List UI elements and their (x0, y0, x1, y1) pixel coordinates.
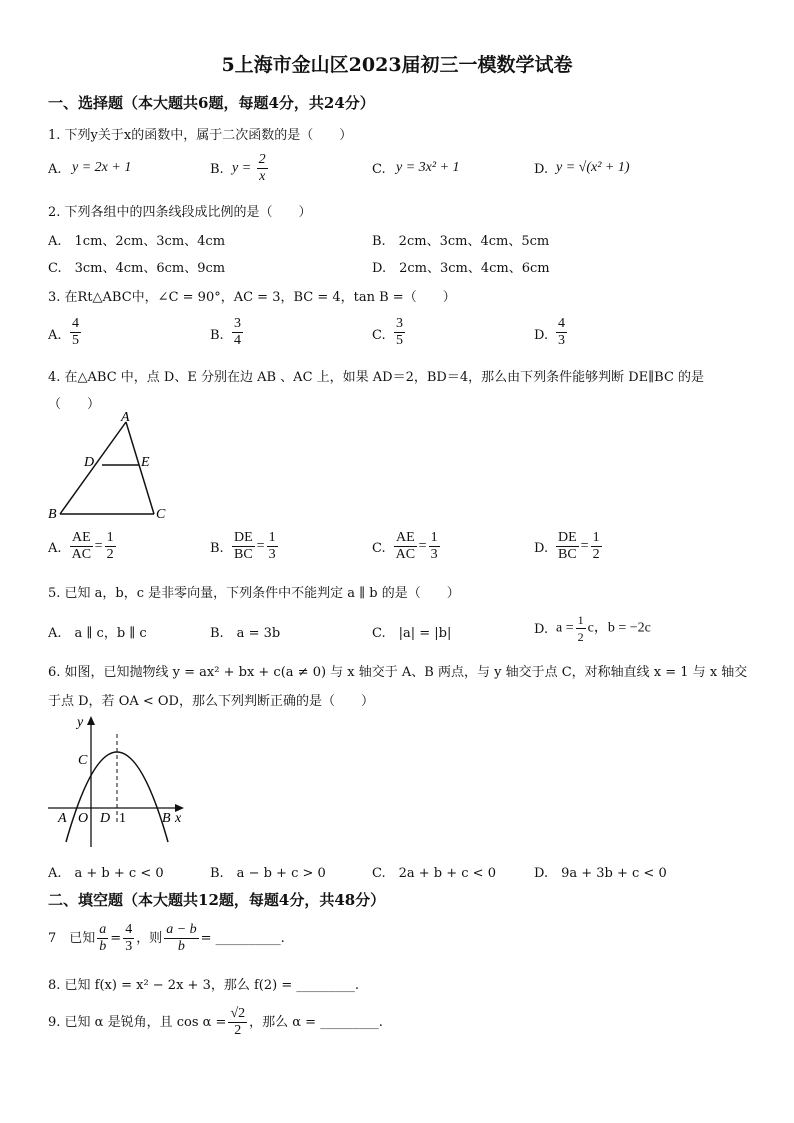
q1-option-d-label: D. (534, 162, 549, 177)
label-b: B (162, 811, 171, 826)
q9-den: 2 (234, 1023, 242, 1038)
q1-option-b (232, 152, 270, 185)
q5-option-d-label: D. (534, 622, 549, 637)
q1-b-denominator: x (259, 169, 266, 184)
q3-option-d-label: D. (534, 328, 549, 343)
q4-c-num: AE (396, 530, 415, 545)
label-a: A (58, 811, 67, 826)
q3-d-den: 3 (558, 333, 565, 348)
q3-b-num: 3 (234, 316, 241, 331)
q7-n3: a − b (166, 922, 197, 937)
q4-d-rden: 2 (592, 547, 600, 562)
q9-num: √2 (230, 1006, 246, 1021)
question-8: 8. 已知 f(x) = x² − 2x + 3，那么 f(2) = _________. (48, 978, 359, 993)
question-5-stem: 5. 已知 a，b，c 是非零向量，下列条件中不能判定 a ∥ b 的是（ ） (48, 586, 460, 601)
q4-option-a-label: A. (48, 541, 62, 556)
q5-option-b: B. a = 3b (210, 626, 281, 641)
q9-pre: 9. 已知 α 是锐角，且 cos α = (48, 1015, 227, 1030)
label-y-axis: y (77, 715, 84, 730)
q6-option-d: D. 9a + 3b + c < 0 (534, 866, 667, 881)
q4-c-rden: 3 (430, 547, 438, 562)
q5-d-num: 1 (577, 613, 584, 627)
q4-d-num: DE (558, 530, 577, 545)
q2-option-b: B. 2cm、3cm、4cm、5cm (372, 234, 550, 249)
q4-option-a: $\frac{AE}{AC}$ = $\frac{1}{2}$ (71, 530, 114, 562)
q7-d2: 3 (125, 939, 133, 954)
q4-b-rden: 3 (268, 547, 276, 562)
q7-blank[interactable]: = __________. (200, 931, 285, 946)
q4-option-d: $\frac{DE}{BC}$ = $\frac{1}{2}$ (557, 530, 600, 562)
q3-d-num: 4 (558, 316, 565, 331)
q4-option-c: $\frac{AE}{AC}$ = $\frac{1}{3}$ (395, 530, 438, 562)
question-4-stem-cont: （ ） (48, 397, 101, 412)
question-7 (48, 922, 285, 955)
q3-option-c-label: C. (372, 328, 386, 343)
q1-option-c: y = 3x² + 1 (396, 160, 460, 175)
q4-c-rnum: 1 (430, 530, 438, 545)
q3-option-b-label: B. (210, 328, 224, 343)
label-one: 1 (119, 811, 126, 826)
q1-option-b-label: B. (210, 162, 224, 177)
page-title: 5上海市金山区2023届初三一模数学试卷 (221, 54, 573, 76)
q4-option-b-label: B. (210, 541, 224, 556)
q4-option-d-label: D. (534, 541, 549, 556)
label-d: D (100, 811, 111, 826)
q4-a-rnum: 1 (106, 530, 114, 545)
q1-option-d: y = √(x² + 1) (556, 160, 630, 175)
q3-c-den: 5 (396, 333, 403, 348)
question-4-stem: 4. 在△ABC 中，点 D、E 分别在边 AB 、AC 上，如果 AD＝2，BD＝4，那么由下列条件能够判断 DE∥BC 的是 (48, 370, 705, 385)
q1-option-a-label: A. (48, 162, 62, 177)
q4-d-den: BC (557, 547, 577, 562)
question-2-stem: 2. 下列各组中的四条线段成比例的是（ ） (48, 205, 312, 220)
label-b: B (48, 507, 57, 522)
label-e: E (141, 455, 150, 470)
q5-d-pre: a = (556, 620, 574, 636)
q4-option-b: $\frac{DE}{BC}$ = $\frac{1}{3}$ (233, 530, 276, 562)
section-heading-choice: 一、选择题（本大题共6题，每题4分，共24分） (48, 94, 375, 112)
q5-option-c: C. |a| = |b| (372, 626, 452, 641)
label-c: C (78, 753, 88, 768)
q3-option-a-label: A. (48, 328, 62, 343)
q4-d-rnum: 1 (592, 530, 600, 545)
q5-option-d (556, 612, 651, 645)
q3-option-c (394, 316, 405, 349)
q7-then: ，则 (136, 931, 163, 946)
q1-b-numerator: 2 (258, 152, 266, 167)
q7-n2: 4 (125, 922, 133, 937)
q3-option-d (556, 316, 567, 349)
q4-b-den: BC (233, 547, 253, 562)
question-6-stem: 6. 如图，已知抛物线 y = ax² + bx + c(a ≠ 0) 与 x 轴交于 A、B 两点，与 y 轴交于点 C，对称轴直线 x = 1 与 x 轴交 (48, 665, 748, 680)
q6-option-c: C. 2a + b + c < 0 (372, 866, 496, 881)
question-9 (48, 1006, 383, 1039)
q4-a-num: AE (72, 530, 91, 545)
parabola-figure (44, 712, 194, 852)
q7-n1: a (99, 922, 107, 937)
q5-d-post: c，b = −2c (587, 620, 651, 636)
q3-b-den: 4 (234, 333, 241, 348)
question-1-stem: 1. 下列y关于x的函数中，属于二次函数的是（ ） (48, 128, 353, 143)
question-6-stem-cont: 于点 D，若 OA < OD，那么下列判断正确的是（ ） (48, 694, 374, 709)
q4-a-den: AC (71, 547, 92, 562)
triangle-figure (44, 410, 174, 525)
q6-option-b: B. a − b + c > 0 (210, 866, 326, 881)
q1-option-c-label: C. (372, 162, 386, 177)
q4-a-rden: 2 (106, 547, 114, 562)
q3-a-den: 5 (72, 333, 79, 348)
q4-option-c-label: C. (372, 541, 386, 556)
q7-pre: 7 已知 (48, 931, 96, 946)
q3-option-b (232, 316, 243, 349)
q5-d-den: 2 (577, 630, 584, 644)
q3-option-a (70, 316, 81, 349)
label-d: D (84, 455, 95, 470)
q9-blank[interactable]: ，那么 α = _________. (249, 1015, 383, 1030)
q7-d3: b (177, 939, 185, 954)
q2-option-a: A. 1cm、2cm、3cm、4cm (48, 234, 226, 249)
label-a: A (121, 410, 130, 425)
q3-c-num: 3 (396, 316, 403, 331)
q4-b-rnum: 1 (268, 530, 276, 545)
q7-eq: = (110, 931, 122, 946)
label-x-axis: x (175, 811, 182, 826)
label-o: O (78, 811, 89, 826)
q4-b-num: DE (234, 530, 253, 545)
q2-option-c: C. 3cm、4cm、6cm、9cm (48, 261, 226, 276)
question-3-stem: 3. 在Rt△ABC中，∠C = 90°，AC = 3，BC = 4，tan B =（ ） (48, 290, 456, 305)
section-heading-fill: 二、填空题（本大题共12题，每题4分，共48分） (48, 891, 386, 909)
q7-d1: b (99, 939, 107, 954)
q3-a-num: 4 (72, 316, 79, 331)
q1-b-lhs: y = (232, 160, 252, 176)
label-c: C (156, 507, 166, 522)
q2-option-d: D. 2cm、3cm、4cm、6cm (372, 261, 550, 276)
q4-c-den: AC (395, 547, 416, 562)
q6-option-a: A. a + b + c < 0 (48, 866, 164, 881)
q1-option-a: y = 2x + 1 (72, 160, 132, 175)
q5-option-a: A. a ∥ c，b ∥ c (48, 626, 147, 641)
